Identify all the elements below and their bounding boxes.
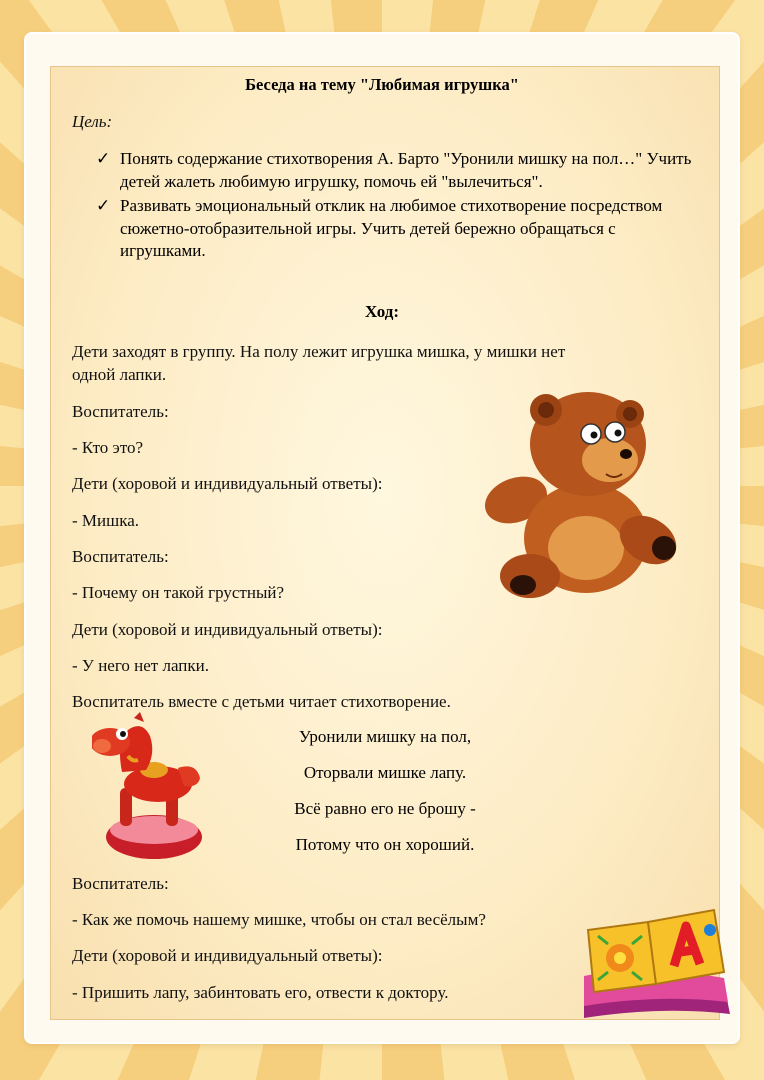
dialogue-line: Воспитатель: — [72, 874, 169, 893]
check-icon: ✓ — [96, 149, 111, 168]
rocking-horse-illustration — [92, 712, 214, 864]
check-icon: ✓ — [96, 196, 111, 215]
progress-heading: Ход: — [364, 302, 400, 321]
dialogue-line: Воспитатель: — [72, 547, 169, 566]
goals-list — [96, 148, 696, 265]
dialogue-line: - Пришить лапу, забинтовать его, отвести к доктору. — [72, 983, 449, 1002]
intro-line: одной лапки. — [72, 365, 167, 384]
goal-label: Цель: — [72, 112, 113, 131]
goal-item — [96, 148, 696, 193]
dialogue-line: - Как же помочь нашему мишке, чтобы он стал весёлым? — [72, 910, 486, 929]
poem-line: Потому что он хороший. — [295, 835, 475, 854]
dialogue-line: Дети (хоровой и индивидуальный ответы): — [72, 620, 383, 639]
dialogue-line: - Кто это? — [72, 438, 144, 457]
poem-line: Уронили мишку на пол, — [298, 727, 472, 746]
dialogue-line: Воспитатель вместе с детьми читает стихотворение. — [72, 692, 451, 711]
intro-line: Дети заходят в группу. На полу лежит игрушка мишка, у мишки нет — [72, 342, 566, 361]
goal-item — [96, 195, 696, 263]
dialogue-line: Дети (хоровой и индивидуальный ответы): — [72, 474, 383, 493]
toy-book-illustration — [578, 904, 738, 1030]
dialogue-line: Дети (хоровой и индивидуальный ответы): — [72, 946, 383, 965]
teddy-bear-illustration — [478, 388, 688, 606]
page-title: Беседа на тему "Любимая игрушка" — [245, 75, 519, 94]
dialogue-line: - Мишка. — [72, 511, 140, 530]
dialogue-line: - Почему он такой грустный? — [72, 583, 285, 602]
dialogue-line: Воспитатель: — [72, 402, 169, 421]
goal-text: Понять содержание стихотворения А. Барто "Уронили мишку на пол…" Учить детей жалеть любимую игрушку, помочь ей "вылечиться". — [120, 149, 692, 191]
goal-text: Развивать эмоциональный отклик на любимое стихотворение посредством сюжетно-отобразительной игры. Учить детей бережно обращаться с игрушками. — [120, 196, 663, 260]
poem-line: Всё равно его не брошу - — [294, 799, 476, 818]
poem-line: Оторвали мишке лапу. — [303, 763, 467, 782]
dialogue-line: - У него нет лапки. — [72, 656, 209, 675]
